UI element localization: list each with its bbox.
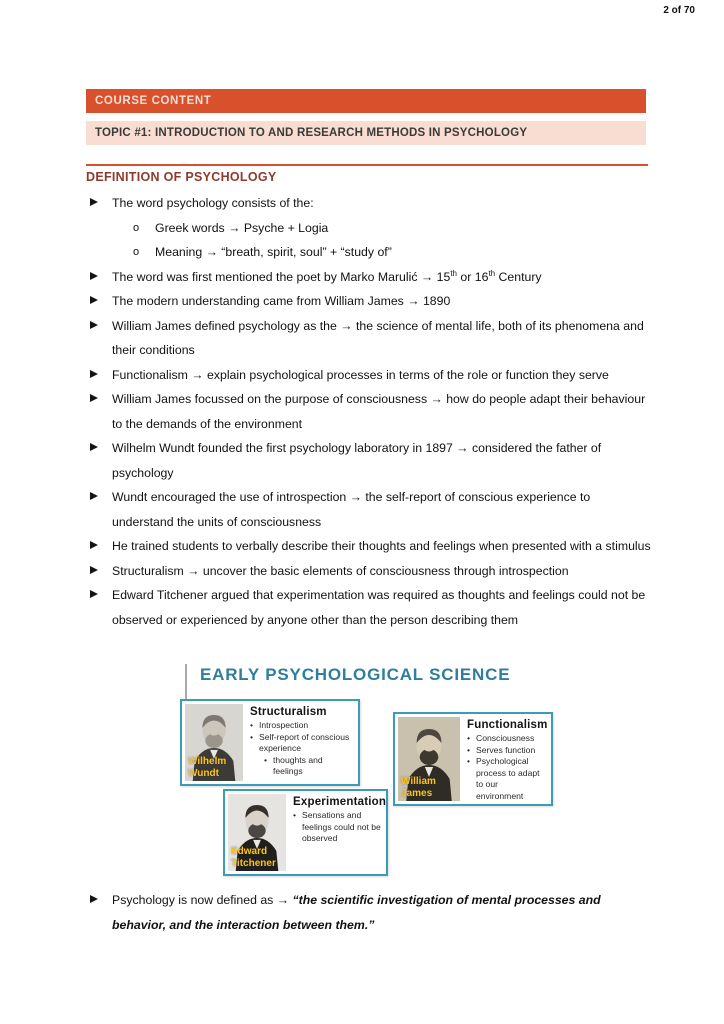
note-item bbox=[86, 583, 652, 632]
note-item bbox=[86, 387, 652, 436]
note-text bbox=[112, 583, 652, 632]
card-bullet-text: Self-report of conscious experience bbox=[259, 731, 350, 753]
course-content-banner bbox=[86, 89, 646, 113]
card-text-column bbox=[243, 704, 355, 781]
arrow-bullet-marker bbox=[90, 436, 112, 485]
card-bullet-text: Introspection bbox=[259, 720, 309, 730]
card-bullet bbox=[467, 733, 548, 745]
portrait-photo bbox=[398, 717, 460, 801]
note-text bbox=[155, 216, 652, 241]
arrow-bullet-marker bbox=[90, 583, 112, 632]
note-text bbox=[112, 289, 652, 314]
dot-bullet-marker: • bbox=[467, 733, 471, 743]
arrow-bullet-marker bbox=[90, 314, 112, 363]
figure-cards bbox=[178, 660, 560, 878]
text-segment: “the scientific investigation of mental processes and behavior, and the interaction between them.” bbox=[112, 893, 601, 932]
arrow-bullet-marker bbox=[90, 534, 112, 559]
note-item bbox=[86, 559, 652, 584]
note-item bbox=[86, 436, 652, 485]
card-bullet bbox=[250, 720, 354, 732]
card-bullet bbox=[467, 745, 548, 757]
card-heading: Structuralism bbox=[250, 706, 327, 718]
note-text bbox=[112, 534, 652, 559]
note-text bbox=[112, 363, 652, 388]
notes-list bbox=[86, 191, 652, 632]
text-segment: th bbox=[450, 268, 457, 278]
portrait-photo bbox=[228, 794, 286, 871]
note-item bbox=[86, 240, 652, 265]
arrow-bullet-marker bbox=[90, 289, 112, 314]
card-bullet-text: Serves function bbox=[476, 744, 536, 755]
arrow-bullet-marker bbox=[90, 888, 112, 937]
portrait-photo bbox=[185, 704, 243, 781]
text-segment: Century bbox=[495, 269, 542, 284]
circle-bullet-marker: o bbox=[133, 246, 140, 258]
text-segment: Wilhelm Wundt founded the first psychology laboratory in 1897 → considered the father of psychology bbox=[112, 441, 602, 480]
card-bullet bbox=[467, 756, 548, 802]
dot-bullet-marker: • bbox=[467, 744, 471, 755]
dot-bullet-marker: • bbox=[467, 756, 471, 766]
topic-label: TOPIC #1: INTRODUCTION TO AND RESEARCH METHODS IN PSYCHOLOGY bbox=[95, 127, 528, 139]
person-name: William James bbox=[401, 776, 436, 799]
card-bullet bbox=[293, 810, 386, 845]
text-segment: William James defined psychology as the → the science of mental life, both of its phenomena and their conditions bbox=[112, 318, 644, 357]
course-content-label: COURSE CONTENT bbox=[95, 95, 212, 107]
circle-bullet-marker: o bbox=[133, 221, 140, 234]
note-text bbox=[112, 314, 652, 363]
topic-banner bbox=[86, 121, 646, 145]
card-bullet-text: Sensations and feelings could not be observed bbox=[302, 810, 381, 843]
note-text bbox=[112, 191, 652, 216]
section-divider-rule bbox=[86, 164, 648, 166]
dot-bullet-marker: • bbox=[264, 754, 268, 765]
arrow-bullet-marker bbox=[90, 387, 112, 436]
note-item bbox=[86, 265, 652, 290]
note-item bbox=[86, 314, 652, 363]
note-item bbox=[86, 363, 652, 388]
text-segment: Psychology is now defined as → bbox=[112, 893, 293, 907]
note-text bbox=[112, 265, 652, 290]
card-bullet bbox=[250, 732, 354, 755]
note-item bbox=[86, 485, 652, 534]
page-number: 2 of 70 bbox=[663, 5, 695, 16]
text-segment: Meaning → “breath, spirit, soul” + “study of” bbox=[155, 245, 392, 259]
text-segment: The modern understanding came from William James → 1890 bbox=[112, 294, 451, 308]
card-bullet bbox=[264, 755, 354, 778]
figure-card-experimentation bbox=[223, 789, 388, 876]
closing-notes-list bbox=[86, 888, 652, 937]
note-text bbox=[112, 387, 652, 436]
note-item bbox=[86, 289, 652, 314]
section-heading: DEFINITION OF PSYCHOLOGY bbox=[86, 170, 277, 184]
note-text bbox=[155, 240, 652, 265]
text-segment: The word was first mentioned the poet by Marko Marulić → 15 bbox=[112, 269, 451, 284]
text-segment: Structuralism → uncover the basic elements of consciousness through introspection bbox=[112, 563, 569, 578]
dot-bullet-marker: • bbox=[250, 720, 254, 730]
text-segment: Wundt encouraged the use of introspection → the self-report of conscious experience to understand the units of consciousness bbox=[112, 490, 591, 529]
card-heading: Experimentation bbox=[293, 796, 387, 808]
text-segment: th bbox=[488, 268, 496, 278]
arrow-bullet-marker bbox=[90, 485, 112, 534]
text-segment: Functionalism → explain psychological processes in terms of the role or function they serve bbox=[112, 367, 609, 382]
note-item bbox=[86, 534, 652, 559]
text-segment: William James focussed on the purpose of consciousness → how do people adapt their behaviour to the demands of the environment bbox=[112, 392, 646, 431]
card-bullet-text: Psychological process to adapt to our environment bbox=[476, 756, 540, 801]
note-text bbox=[112, 485, 652, 534]
card-bullet-text: Consciousness bbox=[476, 733, 535, 743]
figure-card-functionalism bbox=[393, 712, 553, 806]
text-segment: The word psychology consists of the: bbox=[112, 196, 314, 210]
figure-card-structuralism bbox=[180, 699, 360, 786]
person-name: Wilhelm Wundt bbox=[188, 756, 227, 779]
arrow-bullet-marker bbox=[90, 363, 112, 388]
note-item bbox=[86, 191, 652, 216]
card-text-column bbox=[460, 717, 549, 801]
card-heading: Functionalism bbox=[467, 719, 548, 731]
note-item bbox=[86, 216, 652, 241]
arrow-bullet-marker bbox=[90, 559, 112, 584]
arrow-bullet-marker bbox=[90, 191, 112, 216]
note-text bbox=[112, 888, 652, 937]
text-segment: Edward Titchener argued that experimentation was required as thoughts and feelings could not be observed or experienced by anyone other than the person describing them bbox=[112, 588, 646, 627]
figure-title: EARLY PSYCHOLOGICAL SCIENCE bbox=[200, 665, 511, 684]
dot-bullet-marker: • bbox=[250, 731, 254, 742]
note-item bbox=[86, 888, 652, 937]
text-segment: He trained students to verbally describe their thoughts and feelings when presented with a stimulus bbox=[112, 539, 651, 553]
early-psychological-science-figure bbox=[178, 660, 560, 878]
arrow-bullet-marker bbox=[90, 265, 112, 290]
dot-bullet-marker: • bbox=[293, 810, 297, 820]
note-text bbox=[112, 559, 652, 584]
card-text-column bbox=[286, 794, 387, 871]
note-text bbox=[112, 436, 652, 485]
person-name: Edward Titchener bbox=[231, 846, 276, 869]
text-segment: Greek words → Psyche + Logia bbox=[155, 220, 329, 235]
card-bullet-text: thoughts and feelings bbox=[273, 754, 323, 776]
text-segment: or 16 bbox=[456, 269, 489, 284]
